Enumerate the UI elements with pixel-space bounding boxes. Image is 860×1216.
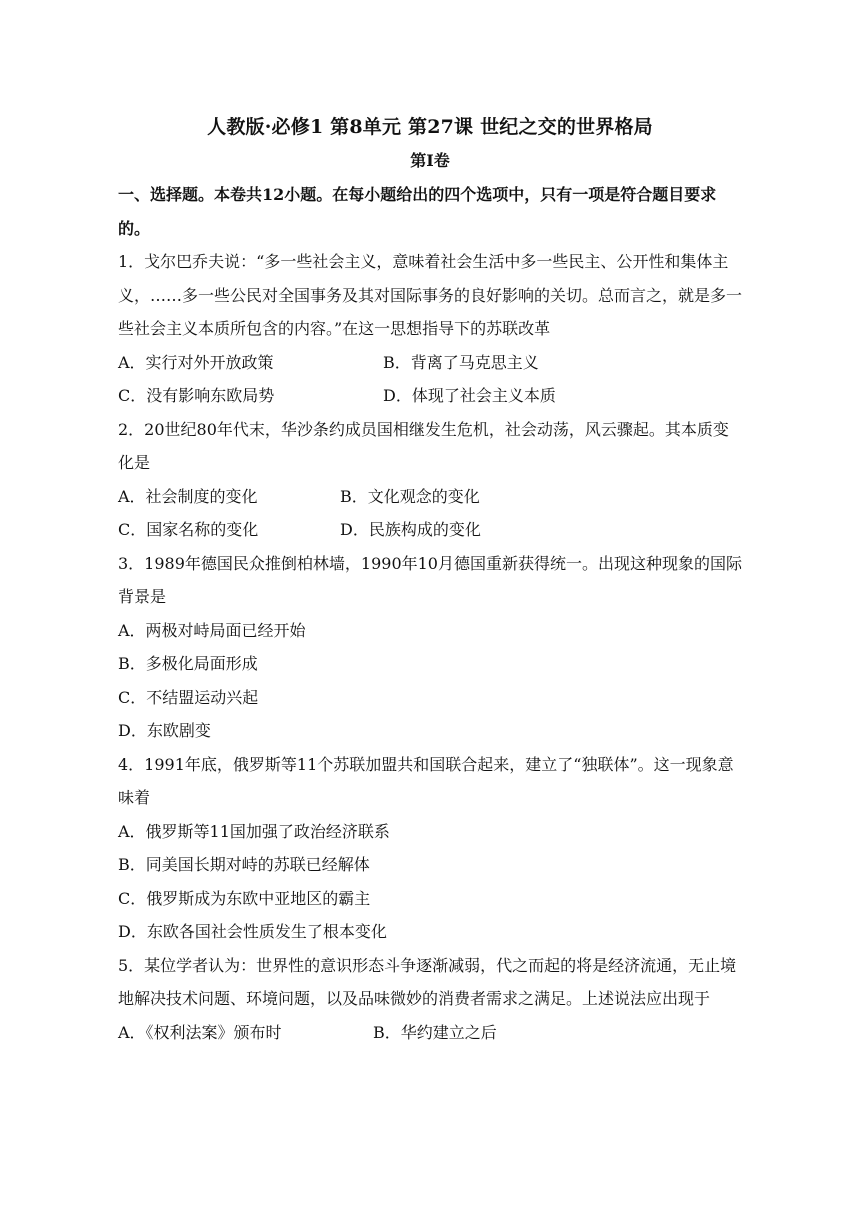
option-c: C．不结盟运动兴起 [118, 687, 259, 707]
option-d: D．体现了社会主义本质 [383, 386, 556, 405]
question-2 [118, 413, 742, 547]
option-d: D．东欧剧变 [118, 721, 211, 740]
option-a: A．两极对峙局面已经开始 [118, 620, 306, 640]
option-row [118, 379, 742, 413]
question-4 [118, 748, 742, 949]
question-5 [118, 949, 742, 1050]
option-a: A．社会制度的变化 [118, 486, 258, 506]
question-3 [118, 547, 742, 748]
option-c: C．没有影响东欧局势 [118, 386, 275, 405]
question-stem: 1．戈尔巴乔夫说：“多一些社会主义，意味着社会生活中多一些民主、公开性和集体主义，……多一些公民对全国事务及其对国际事务的良好影响的关切。总而言之，就是多一些社会主义本质所包含的内容。”在这一思想指导下的苏联改革 [118, 252, 743, 338]
question-stem: 4．1991年底，俄罗斯等11个苏联加盟共和国联合起来，建立了“独联体”。这一现象意味着 [118, 754, 734, 807]
option-a: A．实行对外开放政策 [118, 352, 274, 372]
option-c: C．俄罗斯成为东欧中亚地区的霸主 [118, 888, 371, 908]
option-b: B．多极化局面形成 [118, 654, 258, 673]
option-row [118, 346, 742, 380]
section-heading: 一、选择题。本卷共12小题。在每小题给出的四个选项中，只有一项是符合题目要求的。 [118, 185, 717, 238]
document-content [118, 110, 742, 1049]
option-b: B．华约建立之后 [373, 1022, 497, 1042]
option-row [118, 480, 742, 514]
option-d: D．东欧各国社会性质发生了根本变化 [118, 922, 387, 941]
option-a: A．俄罗斯等11国加强了政治经济联系 [118, 821, 390, 841]
document-title: 人教版·必修1 第8单元 第27课 世纪之交的世界格局 [207, 116, 653, 138]
option-d: D．民族构成的变化 [340, 520, 481, 539]
option-b: B．背离了马克思主义 [383, 352, 539, 372]
option-c: C．国家名称的变化 [118, 520, 259, 539]
question-stem: 5．某位学者认为：世界性的意识形态斗争逐渐减弱，代之而起的将是经济流通，无止境地解决技术问题、环境问题，以及品味微妙的消费者需求之满足。上述说法应出现于 [118, 955, 737, 1008]
option-b: B．文化观念的变化 [340, 486, 480, 506]
question-1 [118, 245, 742, 413]
option-a: A．《权利法案》颁布时 [118, 1022, 282, 1042]
question-stem: 2．20世纪80年代末，华沙条约成员国相继发生危机，社会动荡，风云骤起。其本质变化是 [118, 419, 729, 472]
option-row [118, 513, 742, 547]
option-b: B．同美国长期对峙的苏联已经解体 [118, 855, 370, 874]
option-row [118, 1016, 742, 1050]
question-stem: 3．1989年德国民众推倒柏林墙，1990年10月德国重新获得统一。出现这种现象的国际背景是 [118, 553, 742, 606]
volume-label: 第Ⅰ卷 [410, 151, 450, 170]
